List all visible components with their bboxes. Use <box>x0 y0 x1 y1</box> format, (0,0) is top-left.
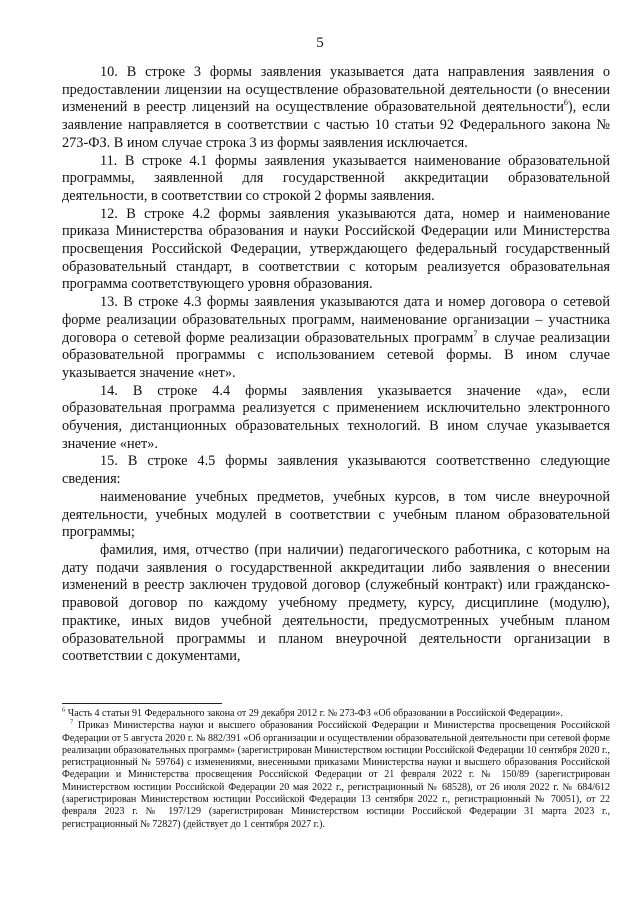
paragraph-13 <box>62 294 610 383</box>
footnote-divider <box>62 703 222 704</box>
paragraph-11: 11. В строке 4.1 формы заявления указывается наименование образовательной программы, заявленной для государственной аккредитации образовательной деятельности, в соответствии со строкой 2 формы заявления. <box>62 152 610 204</box>
paragraph-10 <box>62 64 610 153</box>
footnotes <box>62 708 610 831</box>
footnote-7 <box>62 720 610 831</box>
paragraph-13-text-b: в случае реализации образовательной программы с использованием сетевой формы. В ином случае указывается значение «нет». <box>62 329 610 381</box>
paragraph-15-item-2: фамилия, имя, отчество (при наличии) педагогического работника, с которым на дату подачи заявления о государственной аккредитации либо заявления о внесении изменений в реестр заключен трудовой договор (служебный контракт) или гражданско-правовой договор по каждому учебному предмету, курсу, дисциплине (модулю), практике, иных видов учебной деятельности, предусмотренных учебным планом образовательной программы и планом внеурочной деятельности организации в соответствии с документами, <box>62 541 610 665</box>
paragraph-10-text-b: ), если заявление направляется в соответствии с частью 10 статьи 92 Федерального закона № 273-ФЗ. В ином случае строка 3 из формы заявления исключается. <box>62 99 610 151</box>
paragraph-15-item-1: наименование учебных предметов, учебных курсов, в том числе внеурочной деятельности, учебных модулей в соответствии с учебным планом образовательной программы; <box>62 488 610 541</box>
footnote-6-mark: 6 <box>62 706 66 714</box>
paragraph-10-text-a: 10. В строке 3 формы заявления указывается дата направления заявления о предоставлении лицензии на осуществление образовательной деятельности (о внесении изменений в реестр лицензий на осуществление образовательной деятельности <box>62 64 610 116</box>
footnote-6-text: Часть 4 статьи 91 Федерального закона от 29 декабря 2012 г. № 273-ФЗ «Об образовании в Российской Федерации». <box>65 708 563 719</box>
page-number: 5 <box>316 35 324 51</box>
footnote-ref-7: 7 <box>473 328 478 338</box>
footnote-6 <box>62 708 610 720</box>
document-body <box>62 64 610 666</box>
paragraph-14: 14. В строке 4.4 формы заявления указывается значение «да», если образовательная программа реализуется с применением исключительно электронного обучения, дистанционных образовательных технологий. В ином случае указывается значение «нет». <box>62 382 610 452</box>
footnote-7-text: Приказ Министерства науки и высшего образования Российской Федерации и Министерства просвещения Российской Федерации от 5 августа 2020 г. № 882/391 «Об организации и осуществлении образовательной деятельности при сетевой форме реализации образовательных программ» (зарегистрирован Министерством юстиции Российской Федерации 10 сентября 2020 г., регистрационный № 59764) с изменениями, внесенными приказами Министерства науки и высшего образования Российской Федерации и Министерства просвещения Российской Федерации от 21 февраля 2022 г. № 150/89 (зарегистрирован Министерством юстиции Российской Федерации 20 мая 2022 г., регистрационный № 68528), от 26 июля 2022 г. № 684/612 (зарегистрирован Министерством юстиции Российской Федерации 13 сентября 2022 г., регистрационный № 70051), от 22 февраля 2023 г. № 197/129 (зарегистрирован Министерством юстиции Российской Федерации 31 марта 2023 г., регистрационный № 72827) (действует до 1 сентября 2027 г.). <box>62 720 610 830</box>
footnote-ref-6: 6 <box>563 98 568 108</box>
footnote-7-mark: 7 <box>70 718 74 726</box>
paragraph-13-text-a: 13. В строке 4.3 формы заявления указываются дата и номер договора о сетевой форме реализации образовательных программ, наименование организации – участника договора о сетевой форме реализации образовательных программ <box>62 294 610 346</box>
paragraph-12: 12. В строке 4.2 формы заявления указываются дата, номер и наименование приказа Министерства образования и науки Российской Федерации или Министерства просвещения Российской Федерации, утверждающего федеральный государственный образовательный стандарт, в соответствии с которым реализуется образовательная программа соответствующего уровня образования. <box>62 205 610 293</box>
paragraph-15: 15. В строке 4.5 формы заявления указываются соответственно следующие сведения: <box>62 453 610 488</box>
